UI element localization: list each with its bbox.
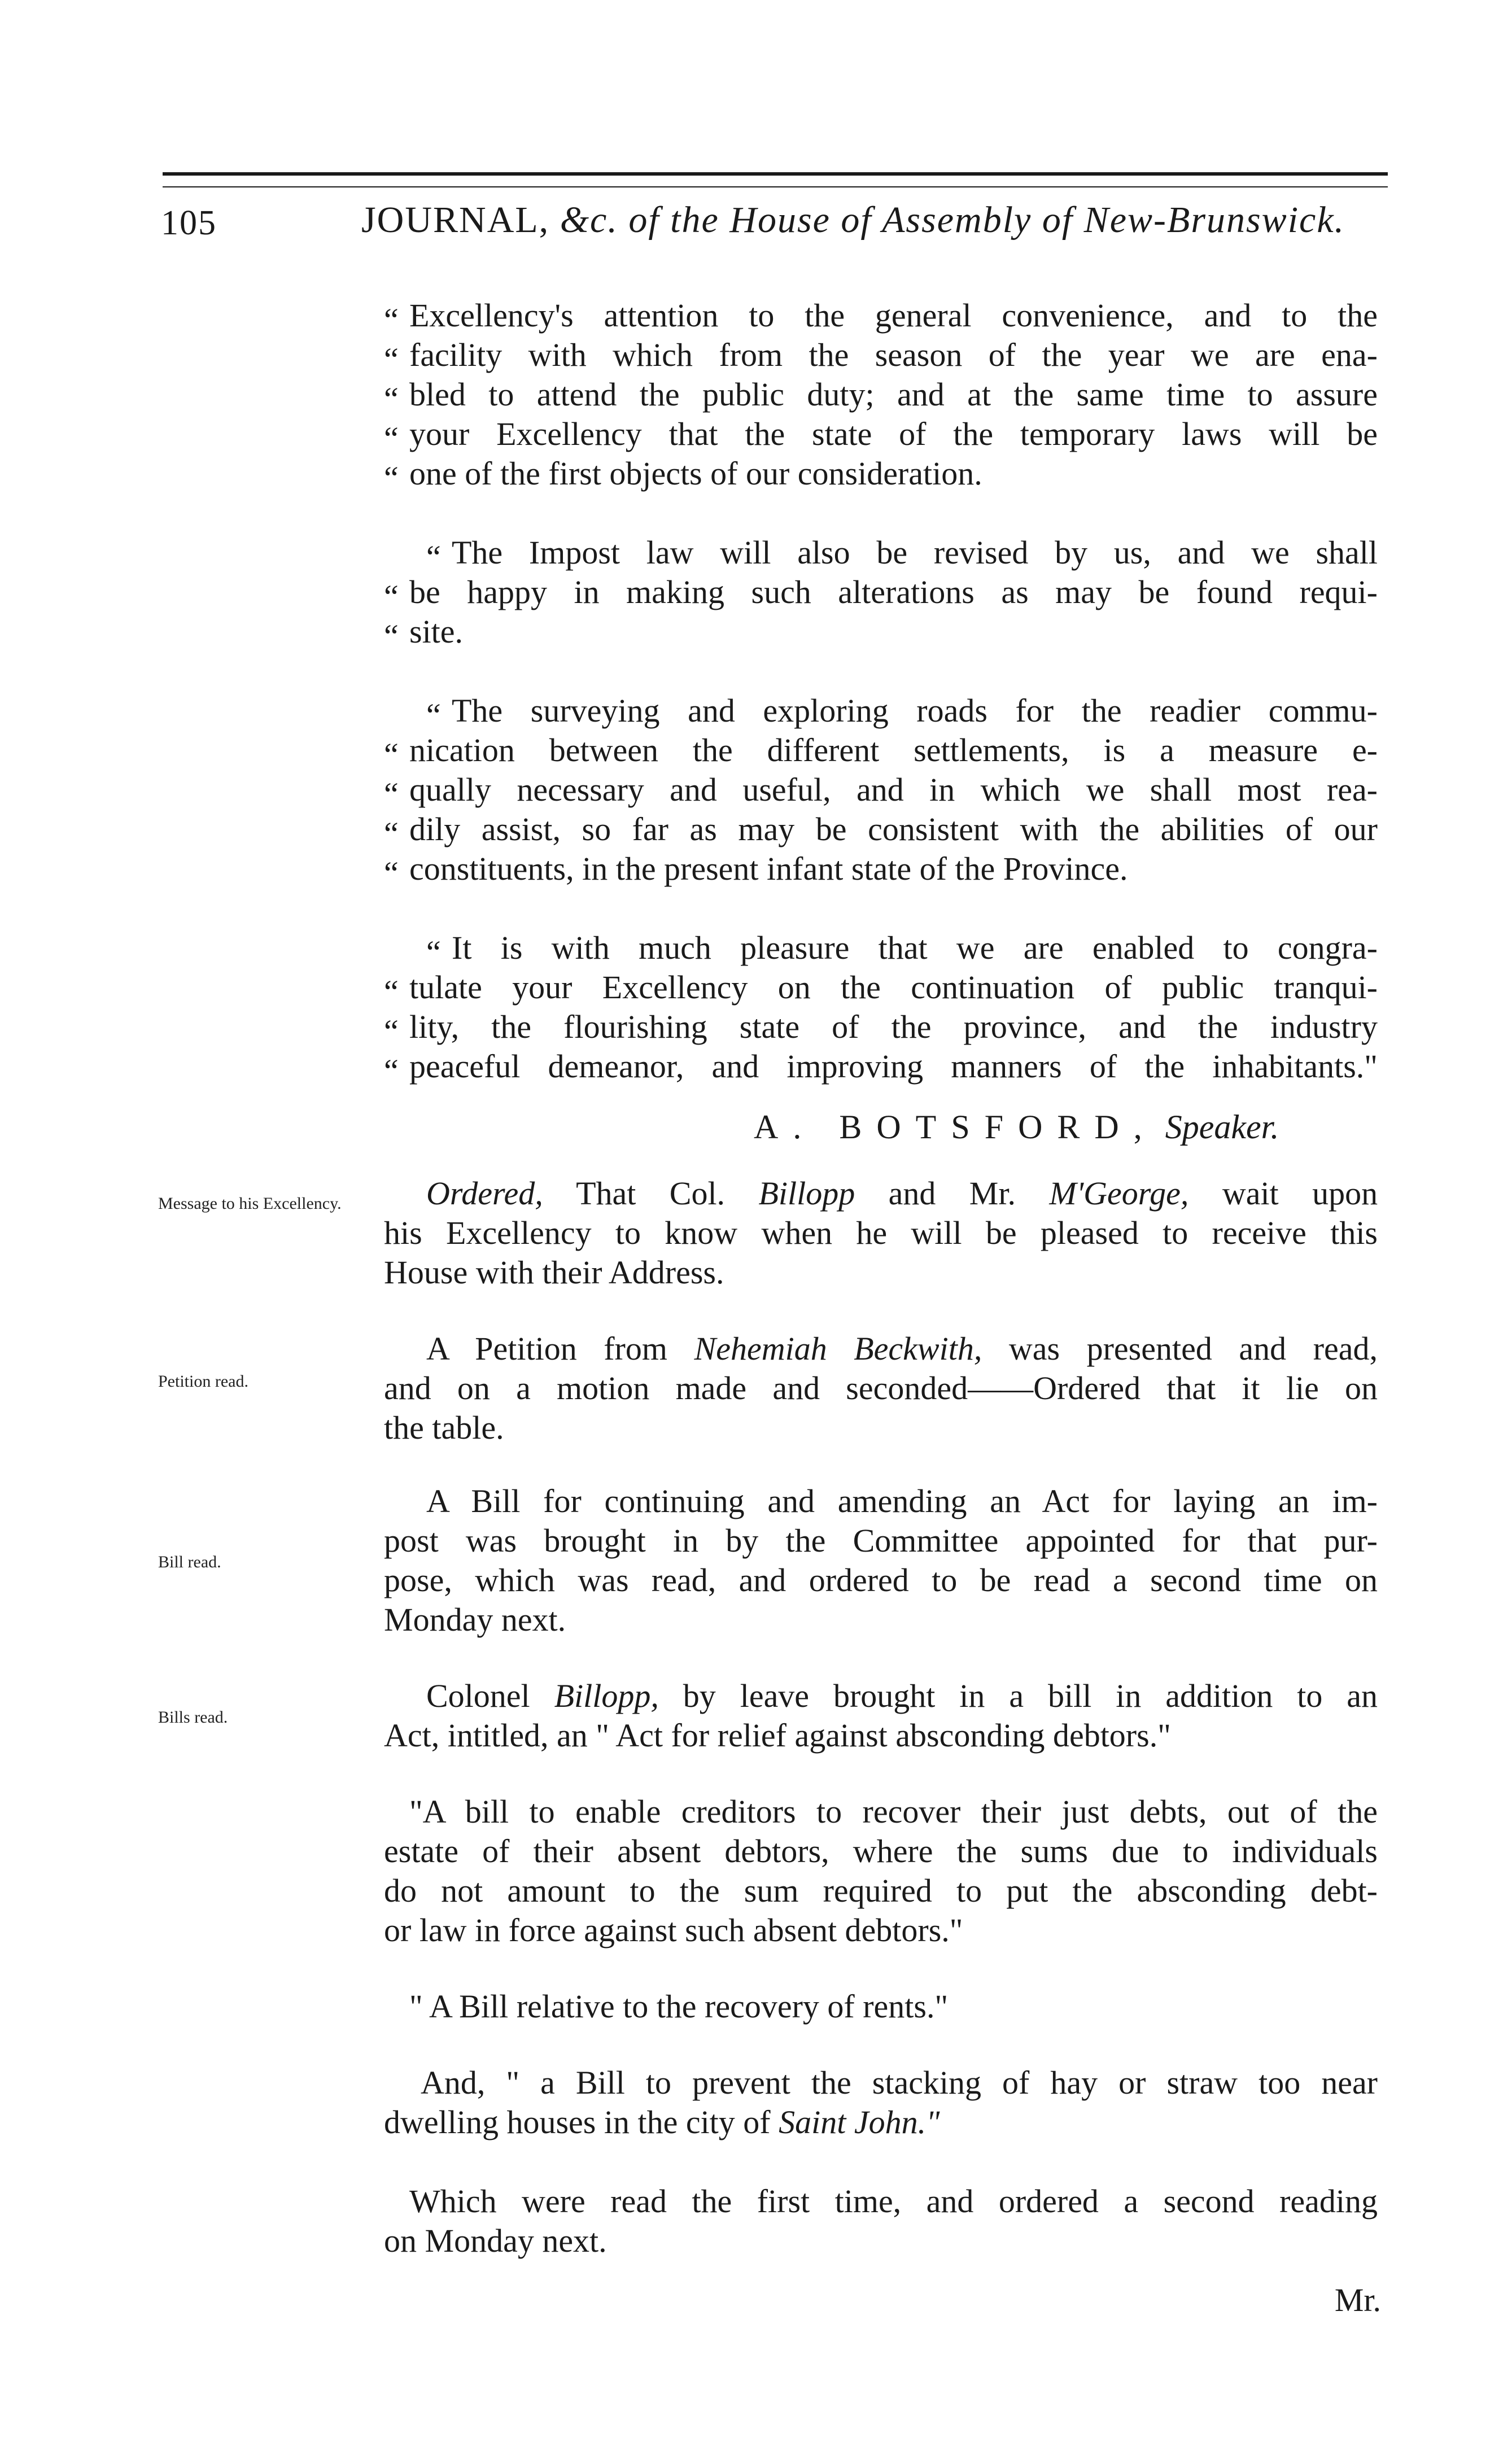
quote-mark: “	[384, 855, 399, 892]
text-line: The surveying and exploring roads for the readier commu-	[452, 692, 1378, 729]
text-line: facility with which from the season of the year we are ena-	[409, 337, 1378, 373]
text-line: qually necessary and useful, and in which we shall most rea-	[409, 771, 1378, 808]
quote-mark: “	[426, 539, 441, 575]
margin-note-petition: Petition read.	[158, 1372, 248, 1391]
quote-mark: “	[384, 973, 399, 1010]
running-head-journal: JOURNAL,	[361, 199, 550, 241]
text-line: dily assist, so far as may be consistent with the abilities of our	[409, 811, 1378, 847]
text-line: constituents, in the present infant state of the Province.	[409, 850, 1128, 887]
quote-mark: “	[384, 776, 399, 812]
text-line: lity, the flourishing state of the province, and the industry	[409, 1008, 1378, 1045]
text-line: or law in force against such absent debtors."	[384, 1912, 963, 1949]
text-line: one of the first objects of our consideration.	[409, 455, 982, 492]
text-line: the table.	[384, 1409, 504, 1446]
text-line: post was brought in by the Committee appointed for that pur-	[384, 1522, 1378, 1559]
text-line: site.	[409, 613, 464, 650]
quote-mark: “	[384, 578, 399, 615]
text-run: A Petition from	[426, 1330, 667, 1367]
ordered-word: Ordered,	[426, 1175, 543, 1212]
text-run: wait upon	[1222, 1175, 1378, 1212]
quote-mark: “	[384, 302, 399, 338]
speaker-title: Speaker.	[1165, 1108, 1279, 1146]
quote-mark: “	[426, 934, 441, 971]
text-line: on Monday next.	[384, 2222, 607, 2259]
text-line: nication between the different settlements, is a measure e-	[409, 732, 1378, 768]
person-name: Billopp	[758, 1175, 855, 1212]
text-line: bled to attend the public duty; and at the same time to assure	[409, 376, 1378, 413]
text-line: Which were read the first time, and ordered a second reading	[409, 2183, 1378, 2220]
page-number: 105	[161, 204, 217, 242]
quote-mark: “	[384, 1052, 399, 1089]
margin-note-bill: Bill read.	[158, 1553, 221, 1571]
text-run: by leave brought in a bill in addition to an	[683, 1677, 1378, 1714]
text-line: estate of their absent debtors, where the sums due to individuals	[384, 1833, 1378, 1869]
margin-note-bills: Bills read.	[158, 1708, 228, 1727]
margin-note-message: Message to his Excellency.	[158, 1194, 342, 1213]
running-head-subtitle: &c. of the House of Assembly of New-Brunswick.	[560, 199, 1345, 241]
quote-mark: “	[384, 420, 399, 457]
text-line: tulate your Excellency on the continuation of public tranqui-	[409, 969, 1378, 1006]
text-line: Monday next.	[384, 1601, 566, 1638]
text-line: peaceful demeanor, and improving manners of the inhabitants."	[409, 1048, 1378, 1085]
petitioner-name: Nehemiah Beckwith,	[694, 1330, 982, 1367]
text-line: Excellency's attention to the general convenience, and to the	[409, 297, 1378, 334]
text-run: was presented and read,	[1008, 1330, 1378, 1367]
text-line: Act, intitled, an " Act for relief against absconding debtors."	[384, 1717, 1171, 1754]
quote-mark: “	[384, 815, 399, 852]
text-line: pose, which was read, and ordered to be read a second time on	[384, 1562, 1378, 1598]
quote-mark: “	[384, 341, 399, 378]
quote-mark: “	[384, 1013, 399, 1050]
text-line: A Bill for continuing and amending an Act for laying an im-	[426, 1483, 1378, 1519]
text-line: his Excellency to know when he will be pleased to receive this	[384, 1214, 1378, 1251]
quote-mark: “	[384, 618, 399, 654]
quote-mark: “	[426, 697, 441, 733]
text-line: be happy in making such alterations as may be found requi-	[409, 574, 1378, 610]
text-line	[384, 2106, 939, 2139]
quote-mark: “	[384, 381, 399, 417]
text-run: and Mr.	[888, 1175, 1016, 1212]
text-run: Colonel	[426, 1677, 530, 1714]
text-line: House with their Address.	[384, 1254, 724, 1291]
person-name: Billopp,	[554, 1677, 659, 1714]
speaker-name: A. BOTSFORD,	[754, 1108, 1157, 1146]
text-line	[426, 1677, 1378, 1714]
speaker-signature	[754, 1108, 1279, 1147]
text-line	[426, 1177, 1378, 1210]
person-name: M'George,	[1049, 1175, 1189, 1212]
text-line: " A Bill relative to the recovery of rents."	[409, 1988, 949, 2025]
text-line: And, " a Bill to prevent the stacking of hay or straw too near	[421, 2064, 1378, 2101]
text-run: That Col.	[576, 1175, 726, 1212]
text-run: dwelling houses in the city of	[384, 2104, 771, 2140]
quote-mark: “	[384, 460, 399, 496]
place-name: Saint John."	[779, 2104, 940, 2140]
text-line: It is with much pleasure that we are enabled to congra-	[452, 929, 1378, 966]
header-rule-thick	[163, 172, 1388, 176]
text-line: do not amount to the sum required to put the absconding debt-	[384, 1872, 1378, 1909]
text-line: and on a motion made and seconded——Ordered that it lie on	[384, 1370, 1378, 1406]
catchword: Mr.	[1334, 2282, 1381, 2318]
text-line: The Impost law will also be revised by us, and we shall	[452, 534, 1378, 571]
text-line: your Excellency that the state of the temporary laws will be	[409, 416, 1378, 452]
running-head	[361, 199, 1345, 242]
quote-mark: “	[384, 736, 399, 773]
header-rule-thin	[163, 186, 1388, 187]
text-line	[426, 1330, 1378, 1367]
text-line: "A bill to enable creditors to recover their just debts, out of the	[409, 1793, 1378, 1830]
